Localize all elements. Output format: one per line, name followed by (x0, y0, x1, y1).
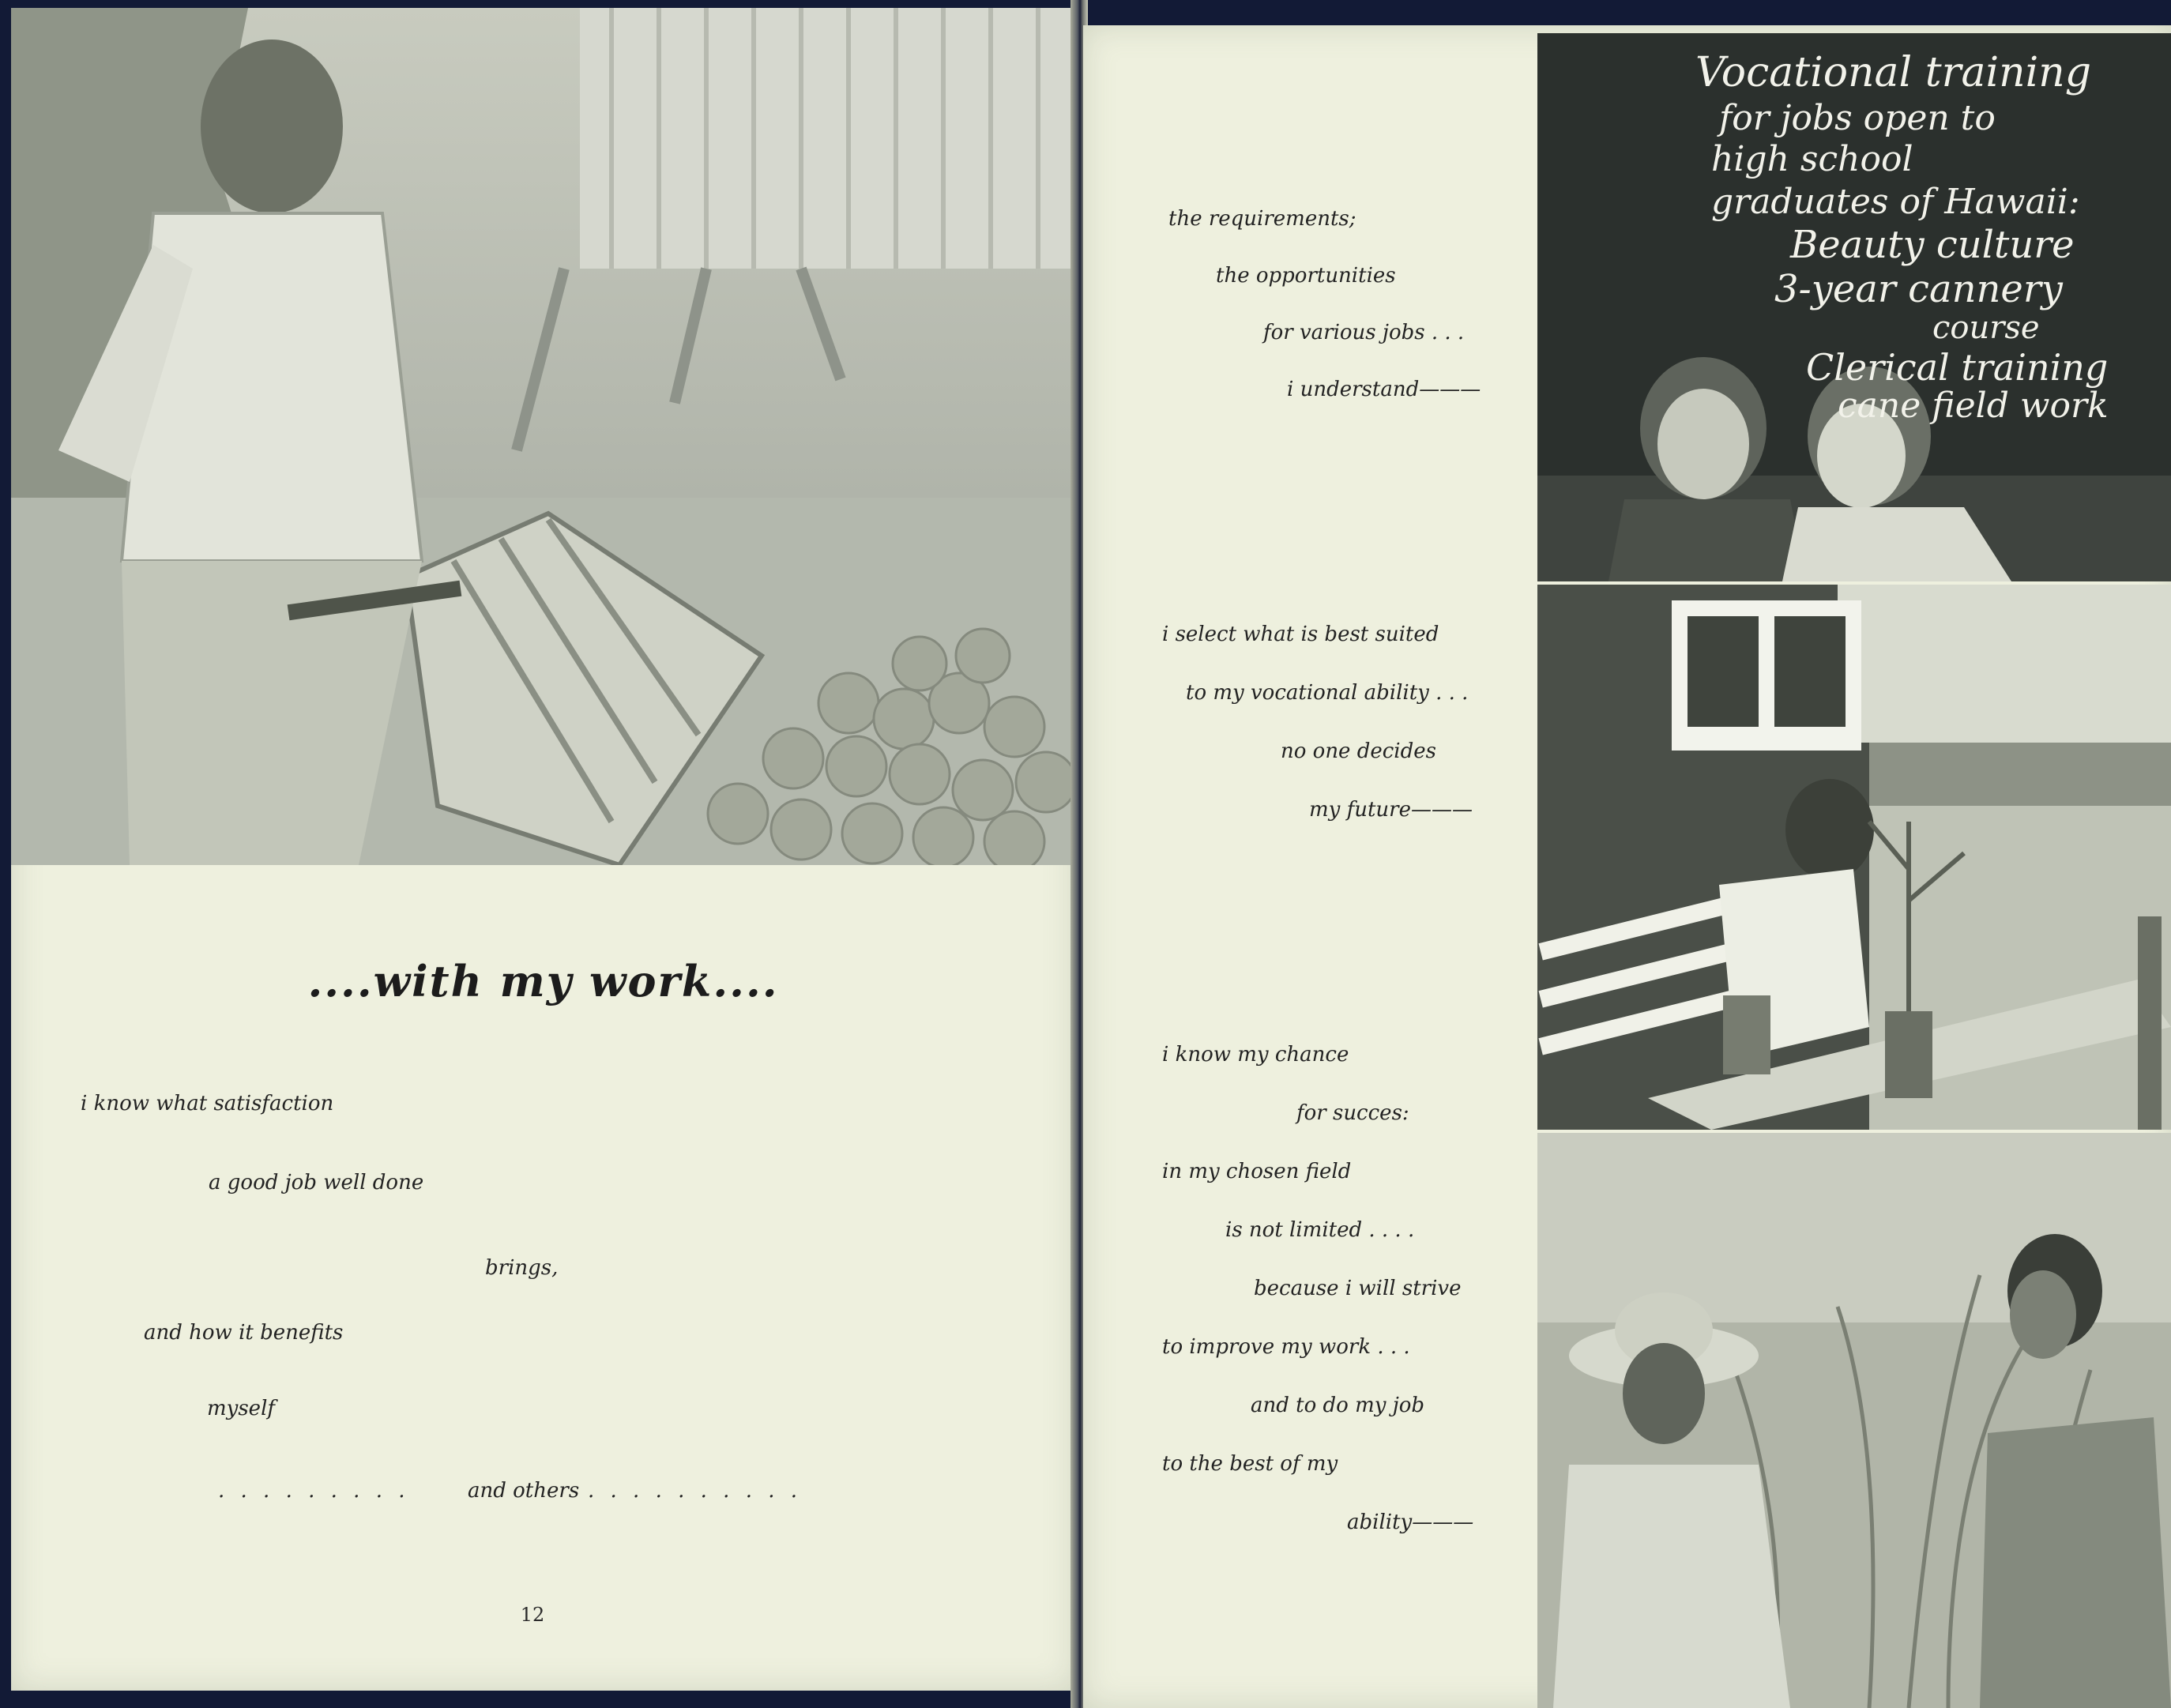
poem-line: i know what satisfaction (81, 1092, 334, 1115)
poem-line: the requirements; (1168, 207, 1356, 231)
poem-line: to improve my work . . . (1162, 1335, 1410, 1359)
poem-line: ability——— (1347, 1510, 1474, 1534)
photo-blackboard-students (1537, 33, 2171, 581)
blackboard-text: cane field work (1838, 386, 2109, 426)
poem-line: for succes: (1296, 1101, 1409, 1125)
left-page (11, 8, 1075, 1691)
poem-line: for various jobs . . . (1263, 321, 1465, 344)
page-number: 12 (520, 1604, 545, 1626)
poem-line: is not limited . . . . (1225, 1218, 1415, 1242)
photo-men-in-cane-field (1537, 1133, 2171, 1708)
blackboard-text: course (1932, 310, 2040, 346)
poem-line: no one decides (1281, 739, 1436, 763)
poem-line: myself (207, 1397, 276, 1420)
blackboard-text: Vocational training (1695, 49, 2091, 96)
poem-line: i understand——— (1287, 378, 1481, 401)
blackboard-text: Beauty culture (1790, 223, 2075, 267)
poem-line: my future——— (1309, 798, 1473, 822)
poem-line: in my chosen field (1162, 1160, 1352, 1183)
poem-line: and to do my job (1251, 1394, 1425, 1417)
blackboard-text: graduates of Hawaii: (1711, 182, 2080, 222)
blackboard-text: 3-year cannery (1774, 267, 2063, 311)
dotted-leader: . . . . . . . . . (218, 1479, 410, 1503)
poem-line: and others (468, 1479, 580, 1503)
dotted-leader: . . . . . . . . . . (588, 1479, 803, 1503)
poem-line: and how it benefits (144, 1321, 344, 1345)
poem-line: to my vocational ability . . . (1186, 681, 1469, 705)
poem-line: because i will strive (1254, 1277, 1462, 1300)
poem-line: the opportunities (1216, 264, 1396, 288)
poem-line: i select what is best suited (1162, 623, 1439, 646)
section-heading: ....with my work.... (307, 956, 779, 1006)
photo-boy-planting (1537, 585, 2171, 1130)
blackboard-text: high school (1711, 139, 1913, 179)
blackboard-text: Clerical training (1806, 346, 2109, 389)
poem-line: i know my chance (1162, 1043, 1349, 1067)
poem-line: a good job well done (209, 1171, 424, 1194)
poem-line: to the best of my (1162, 1452, 1338, 1476)
photo-man-packing-crate (11, 8, 1075, 865)
poem-line: brings, (485, 1256, 559, 1280)
right-page (1083, 25, 2171, 1708)
blackboard-text: for jobs open to (1719, 98, 1996, 138)
